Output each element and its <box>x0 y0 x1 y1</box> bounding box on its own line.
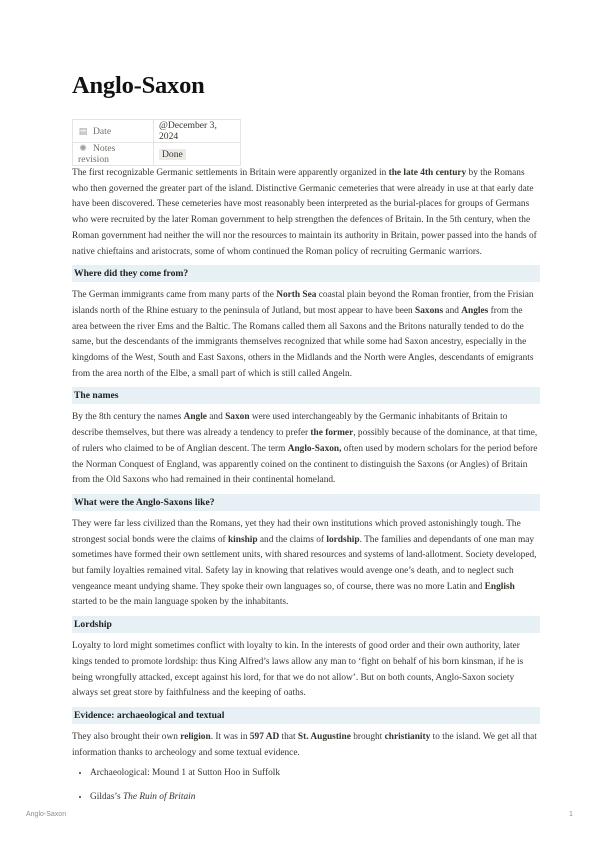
text-run: and <box>443 305 462 316</box>
text-run: were used interchangeably by the Germanic inhabitants of Britain to describe themselves, but there was already a tendency to prefer <box>72 412 508 439</box>
heading-evidence: Evidence: archaeological and textual <box>72 707 540 724</box>
bold-text: 597 AD <box>249 731 280 742</box>
property-key-label: Notes revision <box>78 143 116 165</box>
list-item <box>90 790 540 806</box>
property-key <box>73 120 154 143</box>
paragraph-like <box>72 517 540 611</box>
document-body <box>72 166 540 814</box>
properties-table <box>72 119 241 166</box>
bold-text: Angle <box>183 412 207 423</box>
calendar-icon: ▤ <box>78 125 88 136</box>
bold-text: Anglo-Saxon, <box>287 443 342 454</box>
heading-origin: Where did they come from? <box>72 265 540 282</box>
property-key <box>73 143 154 166</box>
status-tag[interactable]: Done <box>159 149 186 160</box>
text-run: that <box>279 731 298 742</box>
evidence-list <box>72 766 540 805</box>
text-run: Gildas’s <box>90 792 123 803</box>
bold-text: kinship <box>227 534 258 545</box>
text-run: . It was in <box>210 731 250 742</box>
text-run: They also brought their own <box>72 731 181 742</box>
bold-text: English <box>484 581 515 592</box>
property-value[interactable] <box>154 143 241 166</box>
property-value[interactable]: @December 3, 2024 <box>154 120 241 143</box>
paragraph-lordship <box>72 639 540 702</box>
bold-text: Saxons <box>415 305 444 316</box>
text-run: By the 8th century the names <box>72 412 184 423</box>
bold-text: the former <box>310 428 354 439</box>
text-run: started to be the main language spoken by the inhabitants. <box>72 597 289 608</box>
list-item <box>90 766 540 782</box>
text-run: and <box>206 412 226 423</box>
bold-text: St. Augustine <box>297 731 351 742</box>
bold-text: christianity <box>384 731 431 742</box>
text-run: , possibly because of the dominance, at that time, of rulers who claimed to be of Anglian descent. The term <box>72 428 538 454</box>
text-run: The first recognizable Germanic settlements in Britain were apparently organized in <box>72 168 389 178</box>
text-run: often used by modern scholars for the period before the Norman Conquest of England, was apparently coined on the continent to distinguish the Saxons (or Angles) of Britain from the Old Saxons who had remained in their continental homeland. <box>72 443 538 486</box>
paragraph-origin <box>72 288 540 382</box>
text-run: Loyalty to lord might sometimes conflict with loyalty to kin. In the interests of good order and their own authority, later kings tended to promote lordship: thus King Alfred’s laws allow any man to ‘fight on behalf of his born kinsman, if he is being wrongfully attacked, except against his lord, for that we do not allow’. But on both counts, Anglo-Saxon society always set great store by faithfulness and the keeping of oaths. <box>72 641 524 699</box>
property-key-label: Date <box>93 125 112 137</box>
text-run: by the Romans who then governed the greater part of the island. Distinctive Germanic cemeteries that were already in use at that early date have been discovered. These cemeteries have most reasonably been interpreted as the burial-places for groups of Germans who were recruited by the later Roman government to help strengthen the defences of Britain. In the 5th century, when the Roman government had neither the will nor the resources to maintain its authority in Britain, power passed into the hands of native chieftains and aristocrats, some of whom continued the Roman policy of recruiting Germanic warriors. <box>72 168 537 257</box>
text-run: to the island. We get all that information thanks to archeology and some textual evidence. <box>72 731 537 758</box>
property-row-date <box>73 120 241 143</box>
bold-text: Angles <box>461 305 489 316</box>
text-run: Archaeological: Mound 1 at Sutton Hoo in Suffolk <box>90 768 281 779</box>
bold-text: the late 4th century <box>388 168 467 178</box>
text-run: coastal plain beyond the Roman frontier, from the Frisian islands north of the Rhine estuary to the peninsula of Jutland, but most appear to have been <box>72 290 534 316</box>
text-run: . The families and dependants of one man may sometimes have formed their own settlement units, with shared resources and systems of land-allotment. Society developed, but family loyalties remained vital. Safety lay in knowing that relatives would avenge one’s death, and to neglect such vengeance meant undying shame. They spoke their own languages so, of course, there was no more Latin and <box>72 534 537 592</box>
heading-names: The names <box>72 387 540 404</box>
bold-text: religion <box>180 731 211 742</box>
property-row-notes-revision <box>73 143 241 166</box>
paragraph-intro <box>72 166 540 260</box>
heading-lordship: Lordship <box>72 616 540 633</box>
bold-text: Saxon <box>225 412 250 423</box>
text-run: They were far less civilized than the Romans, yet they had their own institutions which proved astonishingly tough. The strongest social bonds were the claims of <box>72 518 521 545</box>
status-icon: ✺ <box>79 143 87 153</box>
text-run: The German immigrants came from many parts of the <box>72 290 277 301</box>
text-run: from the area between the river Ems and the Baltic. The Romans called them all Saxons and the Britons naturally tended to do the same, but the descendants of the immigrants themselves recognized that while some had Saxon ancestry, especially in the kingdoms of the West, South and East Saxons, others in the Midlands and the North were Angles, descendants of emigrants from the area north of the Elbe, a small part of which is still called Angeln. <box>72 305 534 379</box>
italic-text: The Ruin of Britain <box>122 792 196 803</box>
text-run: brought <box>350 731 385 742</box>
bold-text: lordship <box>326 534 360 545</box>
bold-text: North Sea <box>276 290 317 301</box>
paragraph-names <box>72 410 540 489</box>
heading-like: What were the Anglo-Saxons like? <box>72 494 540 511</box>
paragraph-evidence <box>72 730 540 761</box>
text-run: and the claims of <box>257 534 327 545</box>
page-title: Anglo-Saxon <box>72 72 205 99</box>
footer-title: Anglo-Saxon <box>26 811 67 818</box>
footer-page-number: 1 <box>569 811 573 818</box>
